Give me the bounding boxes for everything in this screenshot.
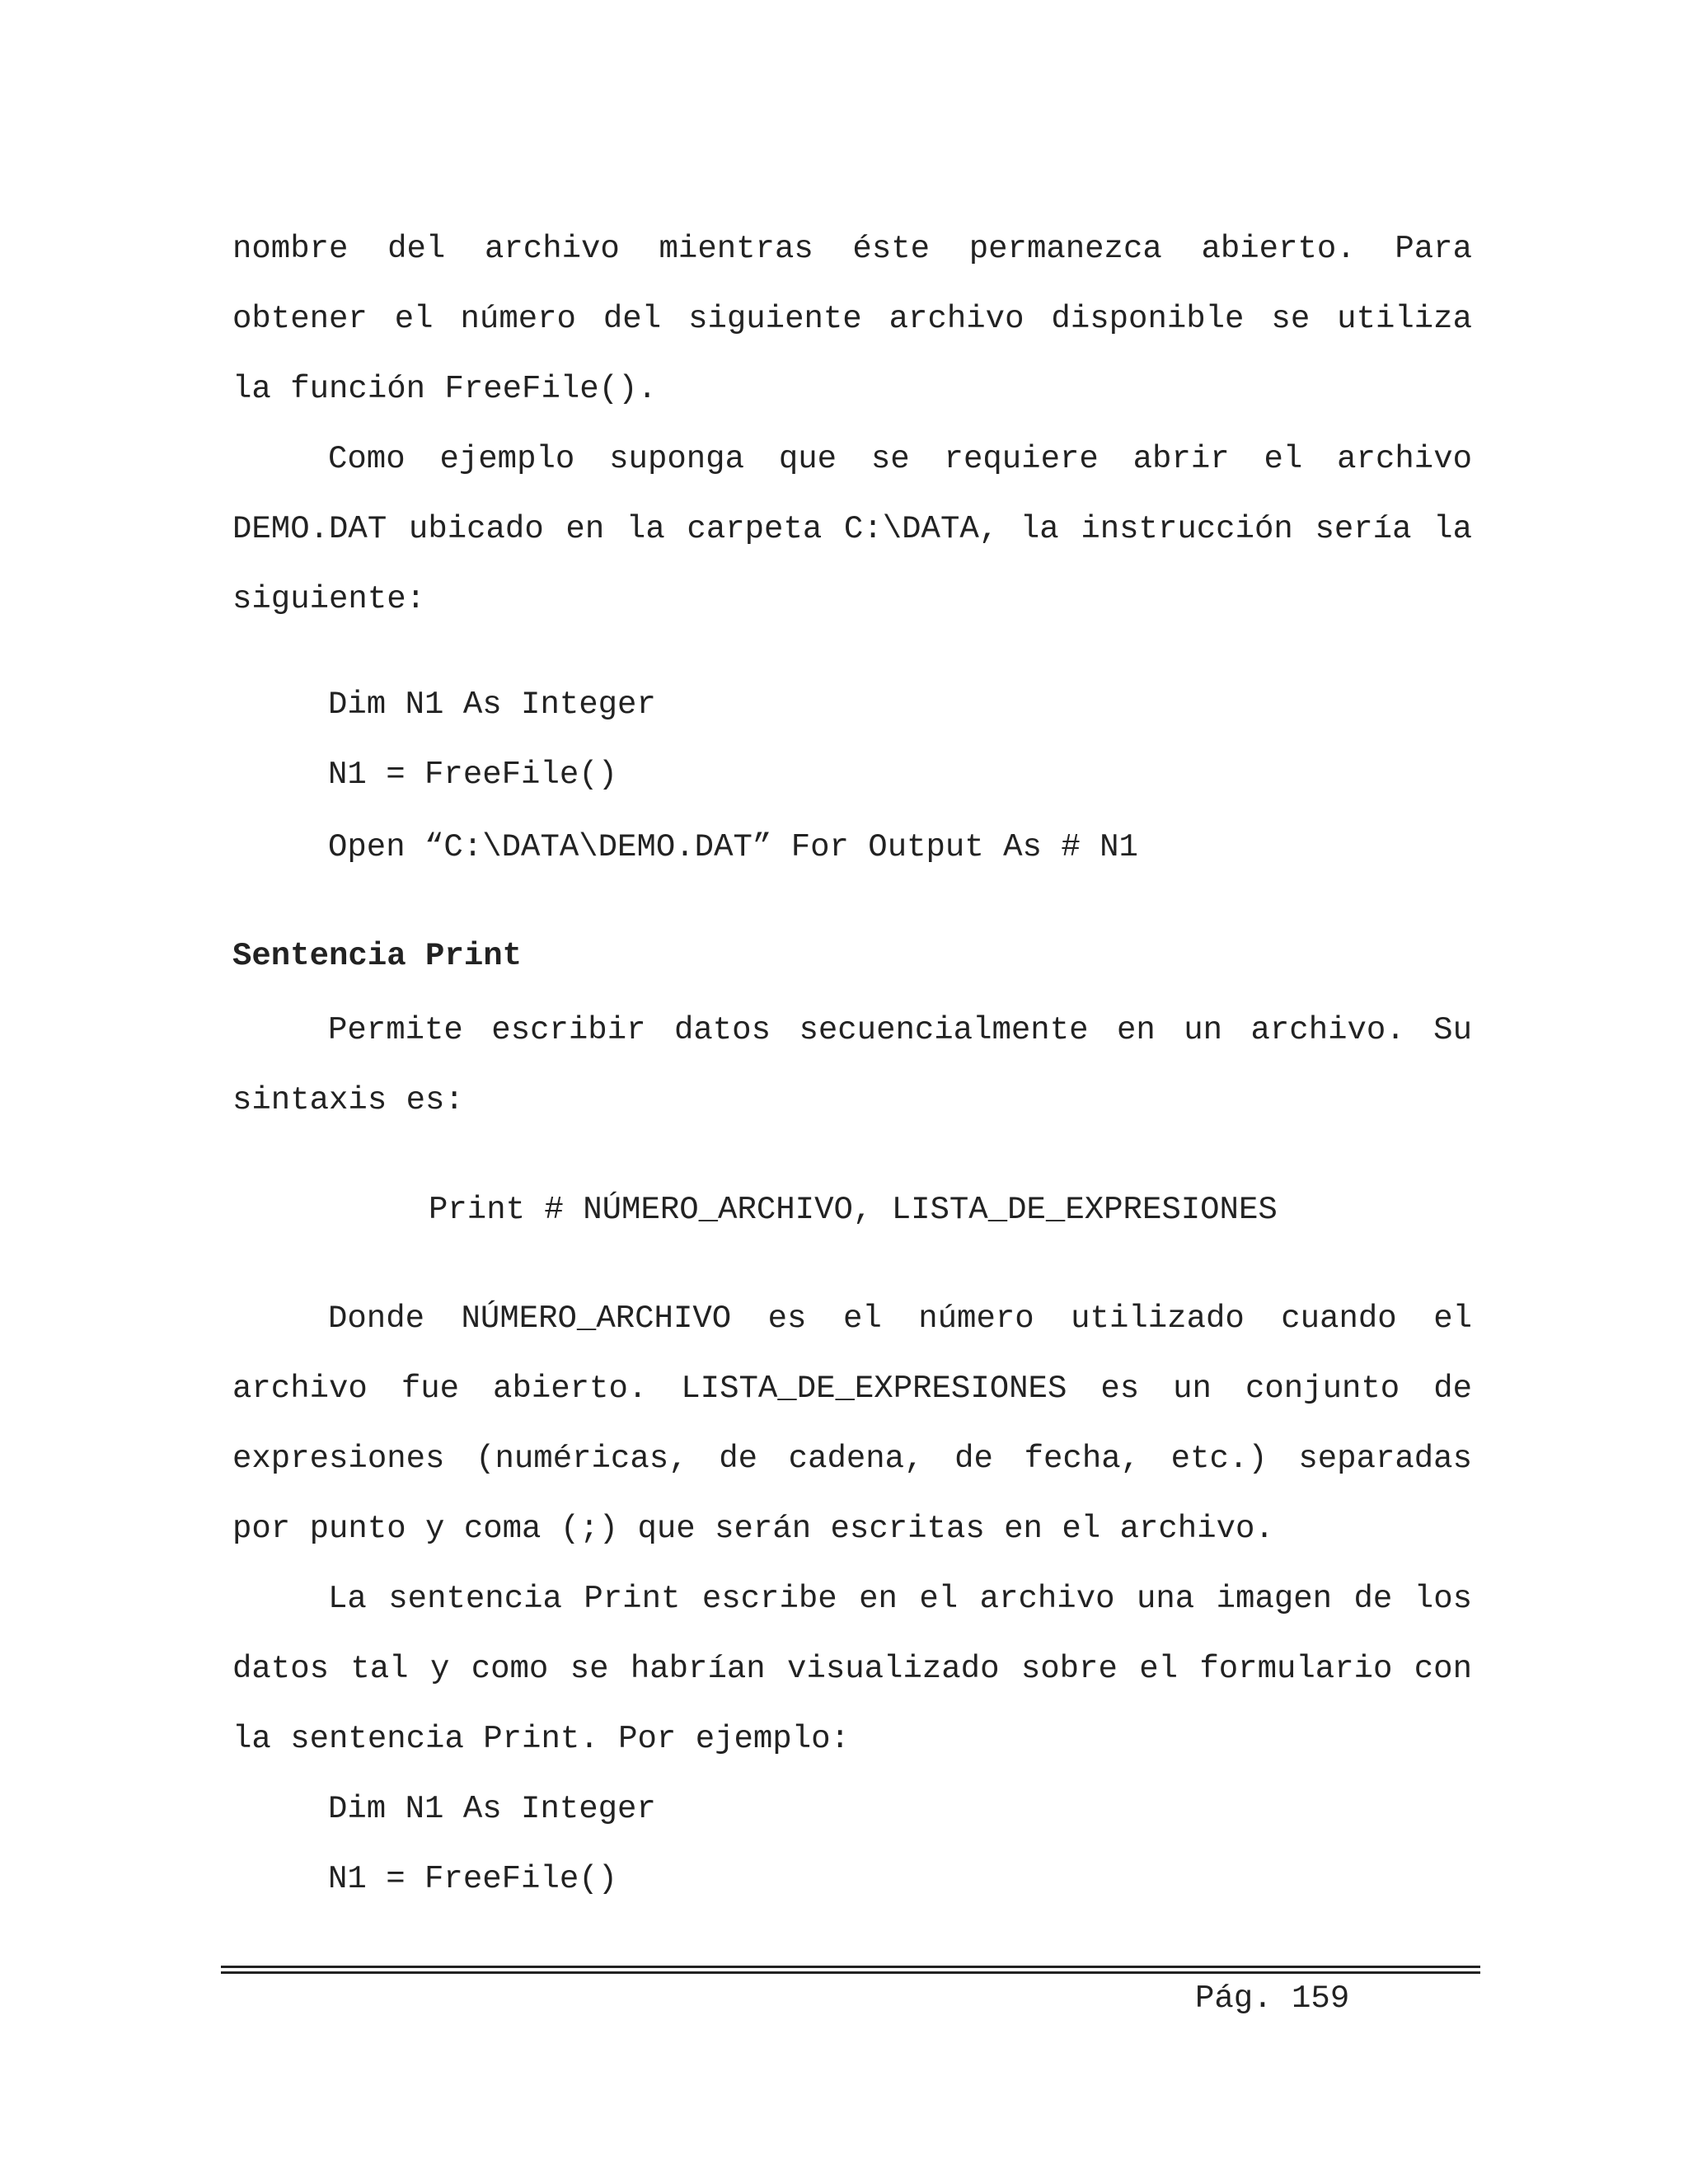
- paragraph-4-line-1: Donde NÚMERO_ARCHIVO es el número utilizado cuando el: [328, 1301, 1472, 1337]
- paragraph-3-line-2: sintaxis es:: [232, 1082, 464, 1118]
- paragraph-4-line-3: expresiones (numéricas, de cadena, de fecha, etc.) separadas: [232, 1441, 1472, 1477]
- paragraph-5-line-1: La sentencia Print escribe en el archivo una imagen de los: [328, 1581, 1472, 1617]
- paragraph-5-line-3: la sentencia Print. Por ejemplo:: [232, 1721, 850, 1757]
- footer-rule-top: [221, 1966, 1480, 1968]
- paragraph-4-line-2: archivo fue abierto. LISTA_DE_EXPRESIONES es un conjunto de: [232, 1371, 1472, 1407]
- code-2-line-1: Dim N1 As Integer: [328, 1791, 656, 1827]
- paragraph-2-line-2: DEMO.DAT ubicado en la carpeta C:\DATA, la instrucción sería la: [232, 511, 1472, 547]
- paragraph-4-line-4: por punto y coma (;) que serán escritas en el archivo.: [232, 1511, 1274, 1547]
- page-number: Pág. 159: [1195, 1980, 1350, 2017]
- section-heading: Sentencia Print: [232, 938, 523, 974]
- paragraph-5-line-2: datos tal y como se habrían visualizado sobre el formulario con: [232, 1651, 1472, 1687]
- paragraph-1-line-3: la función FreeFile().: [232, 371, 657, 407]
- paragraph-1-line-2: obtener el número del siguiente archivo disponible se utiliza: [232, 301, 1472, 337]
- paragraph-3-line-1: Permite escribir datos secuencialmente en un archivo. Su: [328, 1012, 1472, 1048]
- paragraph-1-line-1: nombre del archivo mientras éste permanezca abierto. Para: [232, 231, 1472, 267]
- paragraph-2-line-3: siguiente:: [232, 581, 426, 617]
- syntax-line: Print # NÚMERO_ARCHIVO, LISTA_DE_EXPRESIONES: [429, 1192, 1278, 1228]
- code-1-line-3: Open “C:\DATA\DEMO.DAT” For Output As # N1: [328, 829, 1138, 865]
- footer-rule-bottom: [221, 1971, 1480, 1974]
- code-1-line-1: Dim N1 As Integer: [328, 687, 656, 723]
- paragraph-2-line-1: Como ejemplo suponga que se requiere abrir el archivo: [328, 441, 1472, 477]
- code-2-line-2: N1 = FreeFile(): [328, 1861, 618, 1897]
- code-1-line-2: N1 = FreeFile(): [328, 757, 618, 793]
